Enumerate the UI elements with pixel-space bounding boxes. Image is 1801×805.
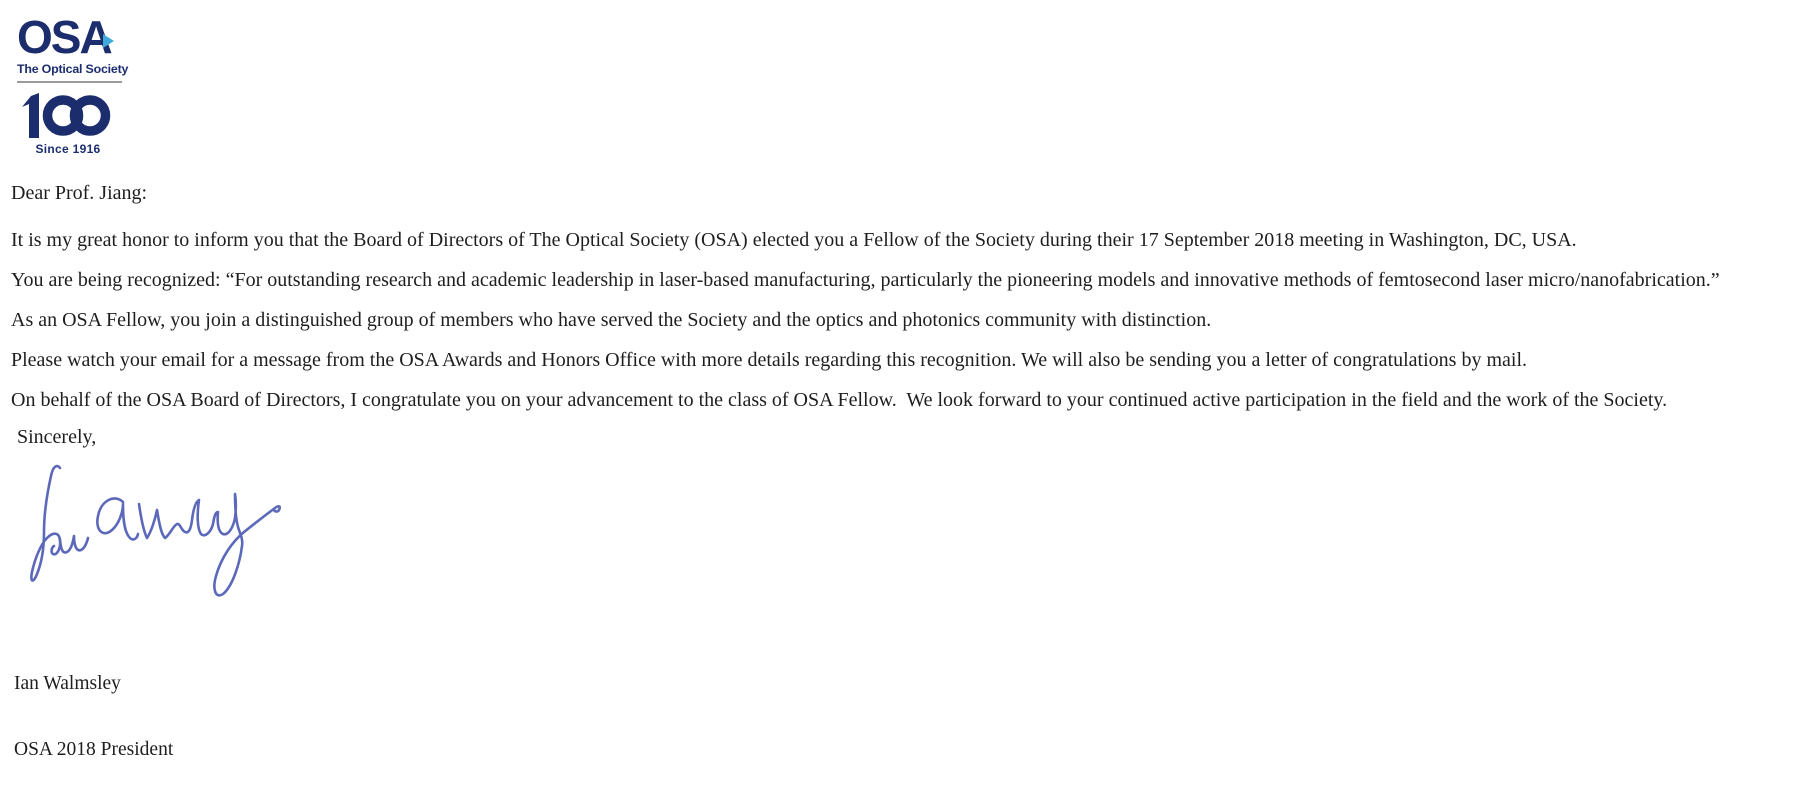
letter-paragraph: As an OSA Fellow, you join a distinguished group of members who have served the Society and the optics and photonics community with distinction. xyxy=(11,309,1212,331)
signatory-block xyxy=(14,629,173,805)
osa-wordmark-text: OSA xyxy=(17,11,111,63)
logo-since-text: Since 1916 xyxy=(35,142,101,156)
osa-tagline: The Optical Society xyxy=(17,62,129,76)
osa-triangle-icon xyxy=(103,34,114,48)
letter-paragraph: Please watch your email for a message from the OSA Awards and Honors Office with more details regarding this recognition. We will also be sending you a letter of congratulations by mail. xyxy=(11,349,1527,371)
osa-logo xyxy=(17,12,129,156)
letter-paragraph: On behalf of the OSA Board of Directors, I congratulate you on your advancement to the class of OSA Fellow. We look forward to your continued active participation in the field and the work of the Society. xyxy=(11,389,1668,411)
logo-divider xyxy=(17,81,122,83)
handwritten-signature-image xyxy=(27,462,289,626)
signatory-title: OSA 2018 President xyxy=(14,739,174,760)
letter-paragraph: It is my great honor to inform you that the Board of Directors of The Optical Society (OSA) elected you a Fellow of the Society during their 17 September 2018 meeting in Washington, DC, USA. xyxy=(11,229,1577,251)
letter-paragraph: You are being recognized: “For outstanding research and academic leadership in laser-based manufacturing, particularly the pioneering models and innovative methods of femtosecond laser micro/nanofabrication.” xyxy=(11,269,1720,291)
closing: Sincerely, xyxy=(17,426,97,448)
centennial-100-icon xyxy=(17,92,119,139)
signatory-name: Ian Walmsley xyxy=(14,673,121,694)
osa-wordmark xyxy=(17,12,129,62)
salutation: Dear Prof. Jiang: xyxy=(11,182,148,204)
